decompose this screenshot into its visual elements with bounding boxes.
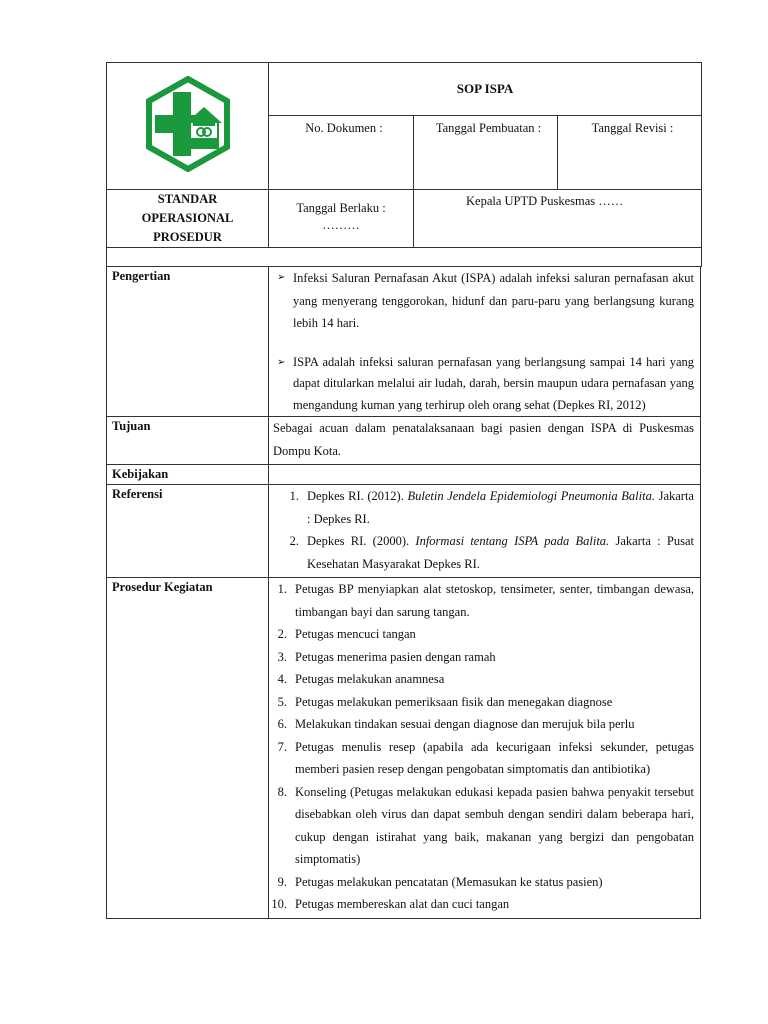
sop-title: SOP ISPA (269, 63, 702, 116)
prosedur-step (269, 871, 694, 894)
step-number: 9. (277, 874, 287, 889)
prosedur-step (269, 736, 694, 781)
sop-document (106, 62, 701, 919)
prosedur-step (269, 893, 694, 916)
referensi-item (273, 530, 694, 575)
kepala-uptd-cell: Kepala UPTD Puskesmas …… (414, 190, 702, 248)
step-number: 10. (271, 897, 287, 911)
step-number: 3. (277, 649, 287, 664)
item-number: 1. (289, 489, 299, 503)
ref-title: Buletin Jendela Epidemiologi Pneumonia Balita. (407, 489, 655, 503)
referensi-item (273, 485, 694, 530)
step-number: 4. (277, 672, 287, 686)
sop-body-table (106, 266, 701, 919)
referensi-label: Referensi (107, 485, 269, 578)
tujuan-label: Tujuan (107, 417, 269, 465)
prosedur-step (269, 713, 694, 736)
prosedur-line: PROSEDUR (153, 230, 222, 244)
tujuan-content: Sebagai acuan dalam penatalaksanaan bagi pasien dengan ISPA di Puskesmas Dompu Kota. (269, 417, 701, 465)
step-number: 2. (277, 627, 287, 641)
ref-author: Depkes RI. (2000). (307, 534, 416, 548)
arrow-bullet-icon: ➢ (277, 356, 286, 368)
tanggal-berlaku-cell (269, 190, 414, 248)
step-number: 1. (277, 582, 287, 596)
pengertian-item (273, 352, 694, 417)
ref-author: Depkes RI. (2012). (307, 489, 408, 503)
step-number: 8. (277, 784, 287, 799)
prosedur-step (269, 578, 694, 623)
tanggal-berlaku-value: ……… (322, 218, 360, 232)
prosedur-kegiatan-content (269, 578, 701, 919)
referensi-content (269, 485, 701, 578)
kebijakan-content (269, 465, 701, 485)
puskesmas-logo (107, 63, 269, 190)
prosedur-step (269, 623, 694, 646)
sop-header-table (106, 62, 702, 267)
step-text: Petugas melakukan pemeriksaan fisik dan menegakan diagnose (295, 694, 613, 709)
pengertian-item (273, 267, 694, 335)
referensi-text (307, 485, 694, 530)
step-text: Petugas melakukan anamnesa (295, 672, 445, 686)
step-text: Petugas menulis resep (apabila ada kecurigaan infeksi sekunder, petugas memberi pasien resep dengan pengobatan simptomatis dan antibiotika) (295, 739, 694, 776)
spacer-row (107, 248, 702, 267)
prosedur-step (269, 646, 694, 669)
step-number: 7. (277, 739, 287, 754)
prosedur-kegiatan-label: Prosedur Kegiatan (107, 578, 269, 919)
no-dokumen-cell: No. Dokumen : (269, 116, 414, 190)
step-text: Petugas menerima pasien dengan ramah (295, 649, 496, 664)
ref-title: Informasi tentang ISPA pada Balita. (415, 534, 610, 548)
step-text: Konseling (Petugas melakukan edukasi kepada pasien bahwa penyakit tersebut disebabkan oleh virus dan dapat sembuh dengan sendiri dalam beberapa hari, cukup dengan istirahat yang baik, makanan yang bergizi dan pengobatan simptomatis) (295, 784, 694, 866)
pengertian-text: Infeksi Saluran Pernafasan Akut (ISPA) adalah infeksi saluran pernafasan akut yang menyerang tenggorokan, hidunf dan paru-paru yang berlangsung kurang lebih 14 hari. (293, 271, 694, 330)
standar-operasional-prosedur (107, 190, 269, 248)
tanggal-berlaku-label: Tanggal Berlaku : (296, 201, 386, 215)
step-number: 6. (277, 717, 287, 731)
ref-publisher: Jakarta : Depkes RI. (307, 489, 694, 526)
step-text: Melakukan tindakan sesuai dengan diagnose dan merujuk bila perlu (295, 717, 635, 731)
tanggal-pembuatan-cell: Tanggal Pembuatan : (414, 116, 558, 190)
puskesmas-logo-icon (140, 76, 236, 172)
pengertian-text: ISPA adalah infeksi saluran pernafasan yang berlangsung sampai 14 hari yang dapat ditularkan melalui air ludah, darah, bersin maupun udara pernafasan yang mengandung kuman yang terhirup oleh orang sehat (Depkes RI, 2012) (293, 354, 694, 412)
kebijakan-label: Kebijakan (107, 465, 269, 485)
arrow-bullet-icon: ➢ (277, 272, 286, 283)
operasional-line: OPERASIONAL (141, 211, 234, 225)
standar-line: STANDAR (157, 192, 218, 206)
step-text: Petugas BP menyiapkan alat stetoskop, tensimeter, senter, timbangan dewasa, timbangan bayi dan sarung tangan. (295, 582, 694, 619)
prosedur-step (269, 781, 694, 871)
item-number: 2. (289, 534, 299, 548)
pengertian-content (269, 267, 701, 417)
step-text: Petugas melakukan pencatatan (Memasukan ke status pasien) (295, 874, 603, 889)
step-text: Petugas membereskan alat dan cuci tangan (295, 897, 510, 911)
pengertian-label: Pengertian (107, 267, 269, 417)
prosedur-step (269, 668, 694, 691)
tanggal-revisi-cell: Tanggal Revisi : (558, 116, 702, 190)
referensi-text (307, 530, 694, 575)
prosedur-step (269, 691, 694, 714)
step-number: 5. (277, 694, 287, 709)
ref-publisher: Jakarta : Pusat Kesehatan Masyarakat Depkes RI. (307, 534, 694, 571)
step-text: Petugas mencuci tangan (295, 627, 416, 641)
